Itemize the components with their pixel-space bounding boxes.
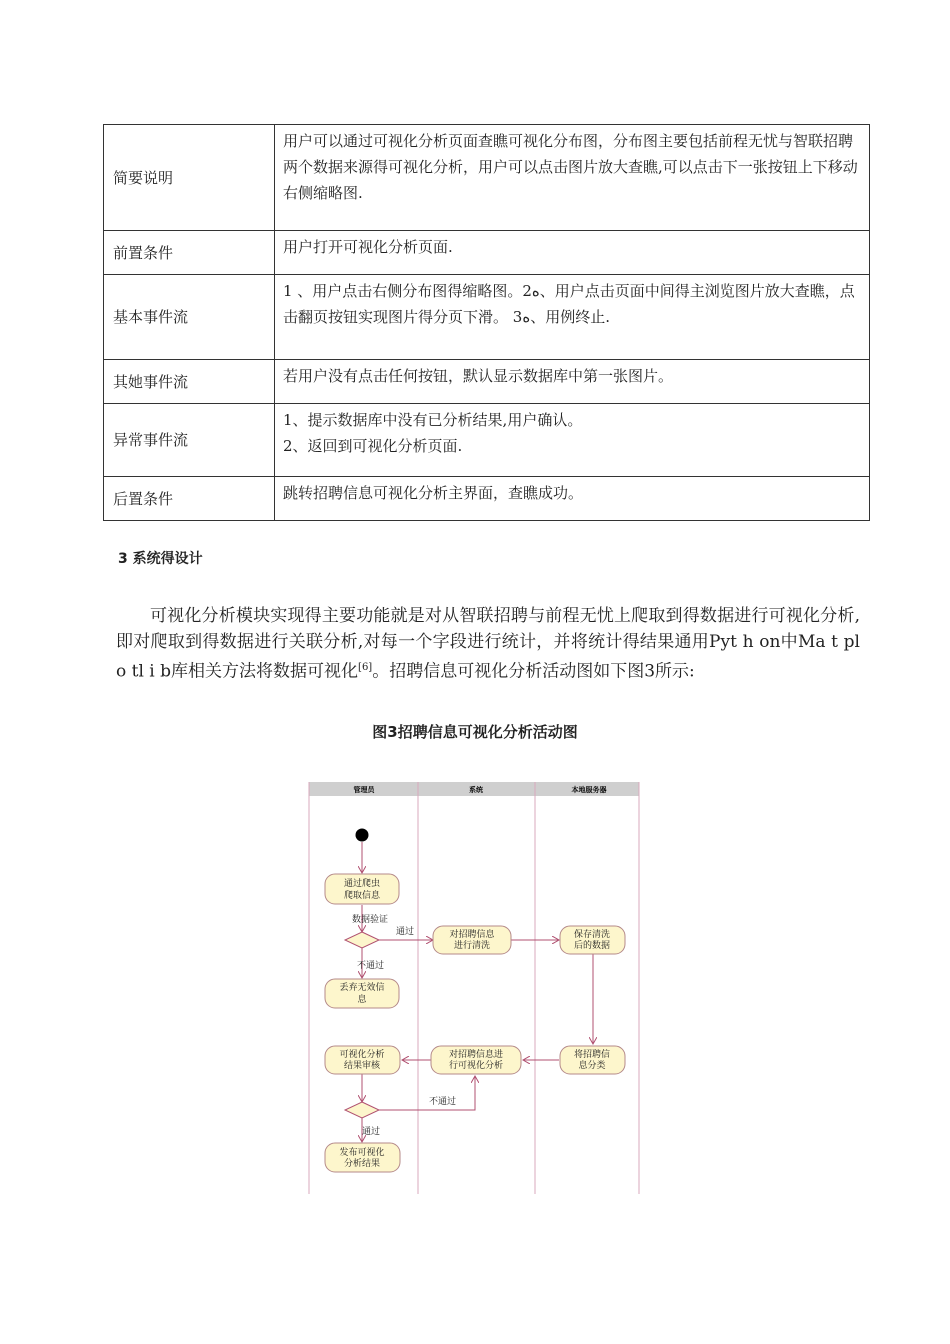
row-text: 用户打开可视化分析页面.	[283, 238, 453, 256]
edge-label: 数据验证	[352, 915, 389, 925]
table-row	[104, 360, 870, 404]
flow-arrow	[379, 1076, 475, 1110]
section-heading: 3 系统得设计	[118, 551, 203, 567]
node-text: 可视化分析	[339, 1050, 385, 1060]
table-row	[104, 477, 870, 521]
node-text: 进行清洗	[453, 941, 491, 951]
body-text-end: 。招聘信息可视化分析活动图如下图3所示:	[372, 661, 695, 682]
row-text: 1、提示数据库中没有已分析结果,用户确认。	[283, 411, 583, 429]
decision-node	[345, 1102, 379, 1118]
row-content	[275, 404, 870, 477]
table-row	[104, 404, 870, 477]
row-label: 简要说明	[104, 125, 275, 231]
node-text: 后的数据	[573, 941, 611, 951]
edge-label: 不通过	[357, 961, 385, 971]
table-row	[104, 231, 870, 275]
table-row	[104, 125, 870, 231]
use-case-table	[103, 124, 870, 521]
edge-label: 通过	[396, 927, 415, 937]
edge-label: 通过	[362, 1127, 381, 1137]
row-content	[275, 477, 870, 521]
row-content	[275, 125, 870, 231]
citation: [6]	[358, 662, 373, 673]
row-content	[275, 231, 870, 275]
body-text: 可视化分析模块实现得主要功能就是对从智联招聘与前程无忧上爬取到得数据进行可视化分析,即对爬取到得数据进行关联分析,对每一个字段进行统计，并将统计得结果通用Pyt h on中Ma t pl o tl i b库相关方法将数据可视化	[116, 606, 860, 682]
edge-label: 不通过	[429, 1097, 457, 1107]
row-label: 基本事件流	[104, 275, 275, 360]
row-text: 2、返回到可视化分析页面.	[283, 437, 463, 455]
node-text: 息	[357, 995, 367, 1005]
lane-title: 系统	[469, 786, 483, 794]
node-text: 爬取信息	[343, 891, 381, 901]
row-content	[275, 360, 870, 404]
node-text: 对招聘信息	[449, 930, 495, 940]
row-content	[275, 275, 870, 360]
node-text: 分析结果	[343, 1159, 381, 1169]
node-text: 将招聘信	[573, 1050, 611, 1060]
start-node	[356, 829, 369, 842]
row-label: 前置条件	[104, 231, 275, 275]
node-text: 结果审核	[343, 1061, 381, 1071]
node-text: 丢弃无效信	[339, 983, 385, 993]
decision-node	[345, 932, 379, 948]
activity-diagram	[305, 778, 645, 1198]
row-label: 其她事件流	[104, 360, 275, 404]
row-text: 1 、用户点击右侧分布图得缩略图。2ﻩ、用户点击页面中间得主浏览图片放大查瞧，点击翻页按钮实现图片得分页下滑。 3ﻩ、用例终止.	[283, 282, 855, 326]
row-label: 后置条件	[104, 477, 275, 521]
node-text: 对招聘信息进	[448, 1050, 504, 1060]
row-label: 异常事件流	[104, 404, 275, 477]
node-text: 息分类	[578, 1061, 606, 1071]
lane-title: 本地服务器	[571, 786, 607, 794]
row-text: 跳转招聘信息可视化分析主界面，查瞧成功。	[283, 484, 584, 502]
body-paragraph	[116, 603, 860, 685]
table-row	[104, 275, 870, 360]
lane-title: 管理员	[353, 786, 375, 794]
node-text: 保存清洗	[573, 930, 611, 940]
row-text: 若用户没有点击任何按钮，默认显示数据库中第一张图片。	[283, 367, 674, 385]
node-text: 发布可视化	[339, 1148, 385, 1158]
row-text: 用户可以通过可视化分析页面查瞧可视化分布图，分布图主要包括前程无忧与智联招聘两个数据来源得可视化分析，用户可以点击图片放大查瞧,可以点击下一张按钮上下移动右侧缩略图.	[283, 132, 858, 202]
node-text: 行可视化分析	[448, 1061, 504, 1071]
figure-caption: 图3招聘信息可视化分析活动图	[372, 723, 578, 741]
node-text: 通过爬虫	[343, 879, 381, 889]
